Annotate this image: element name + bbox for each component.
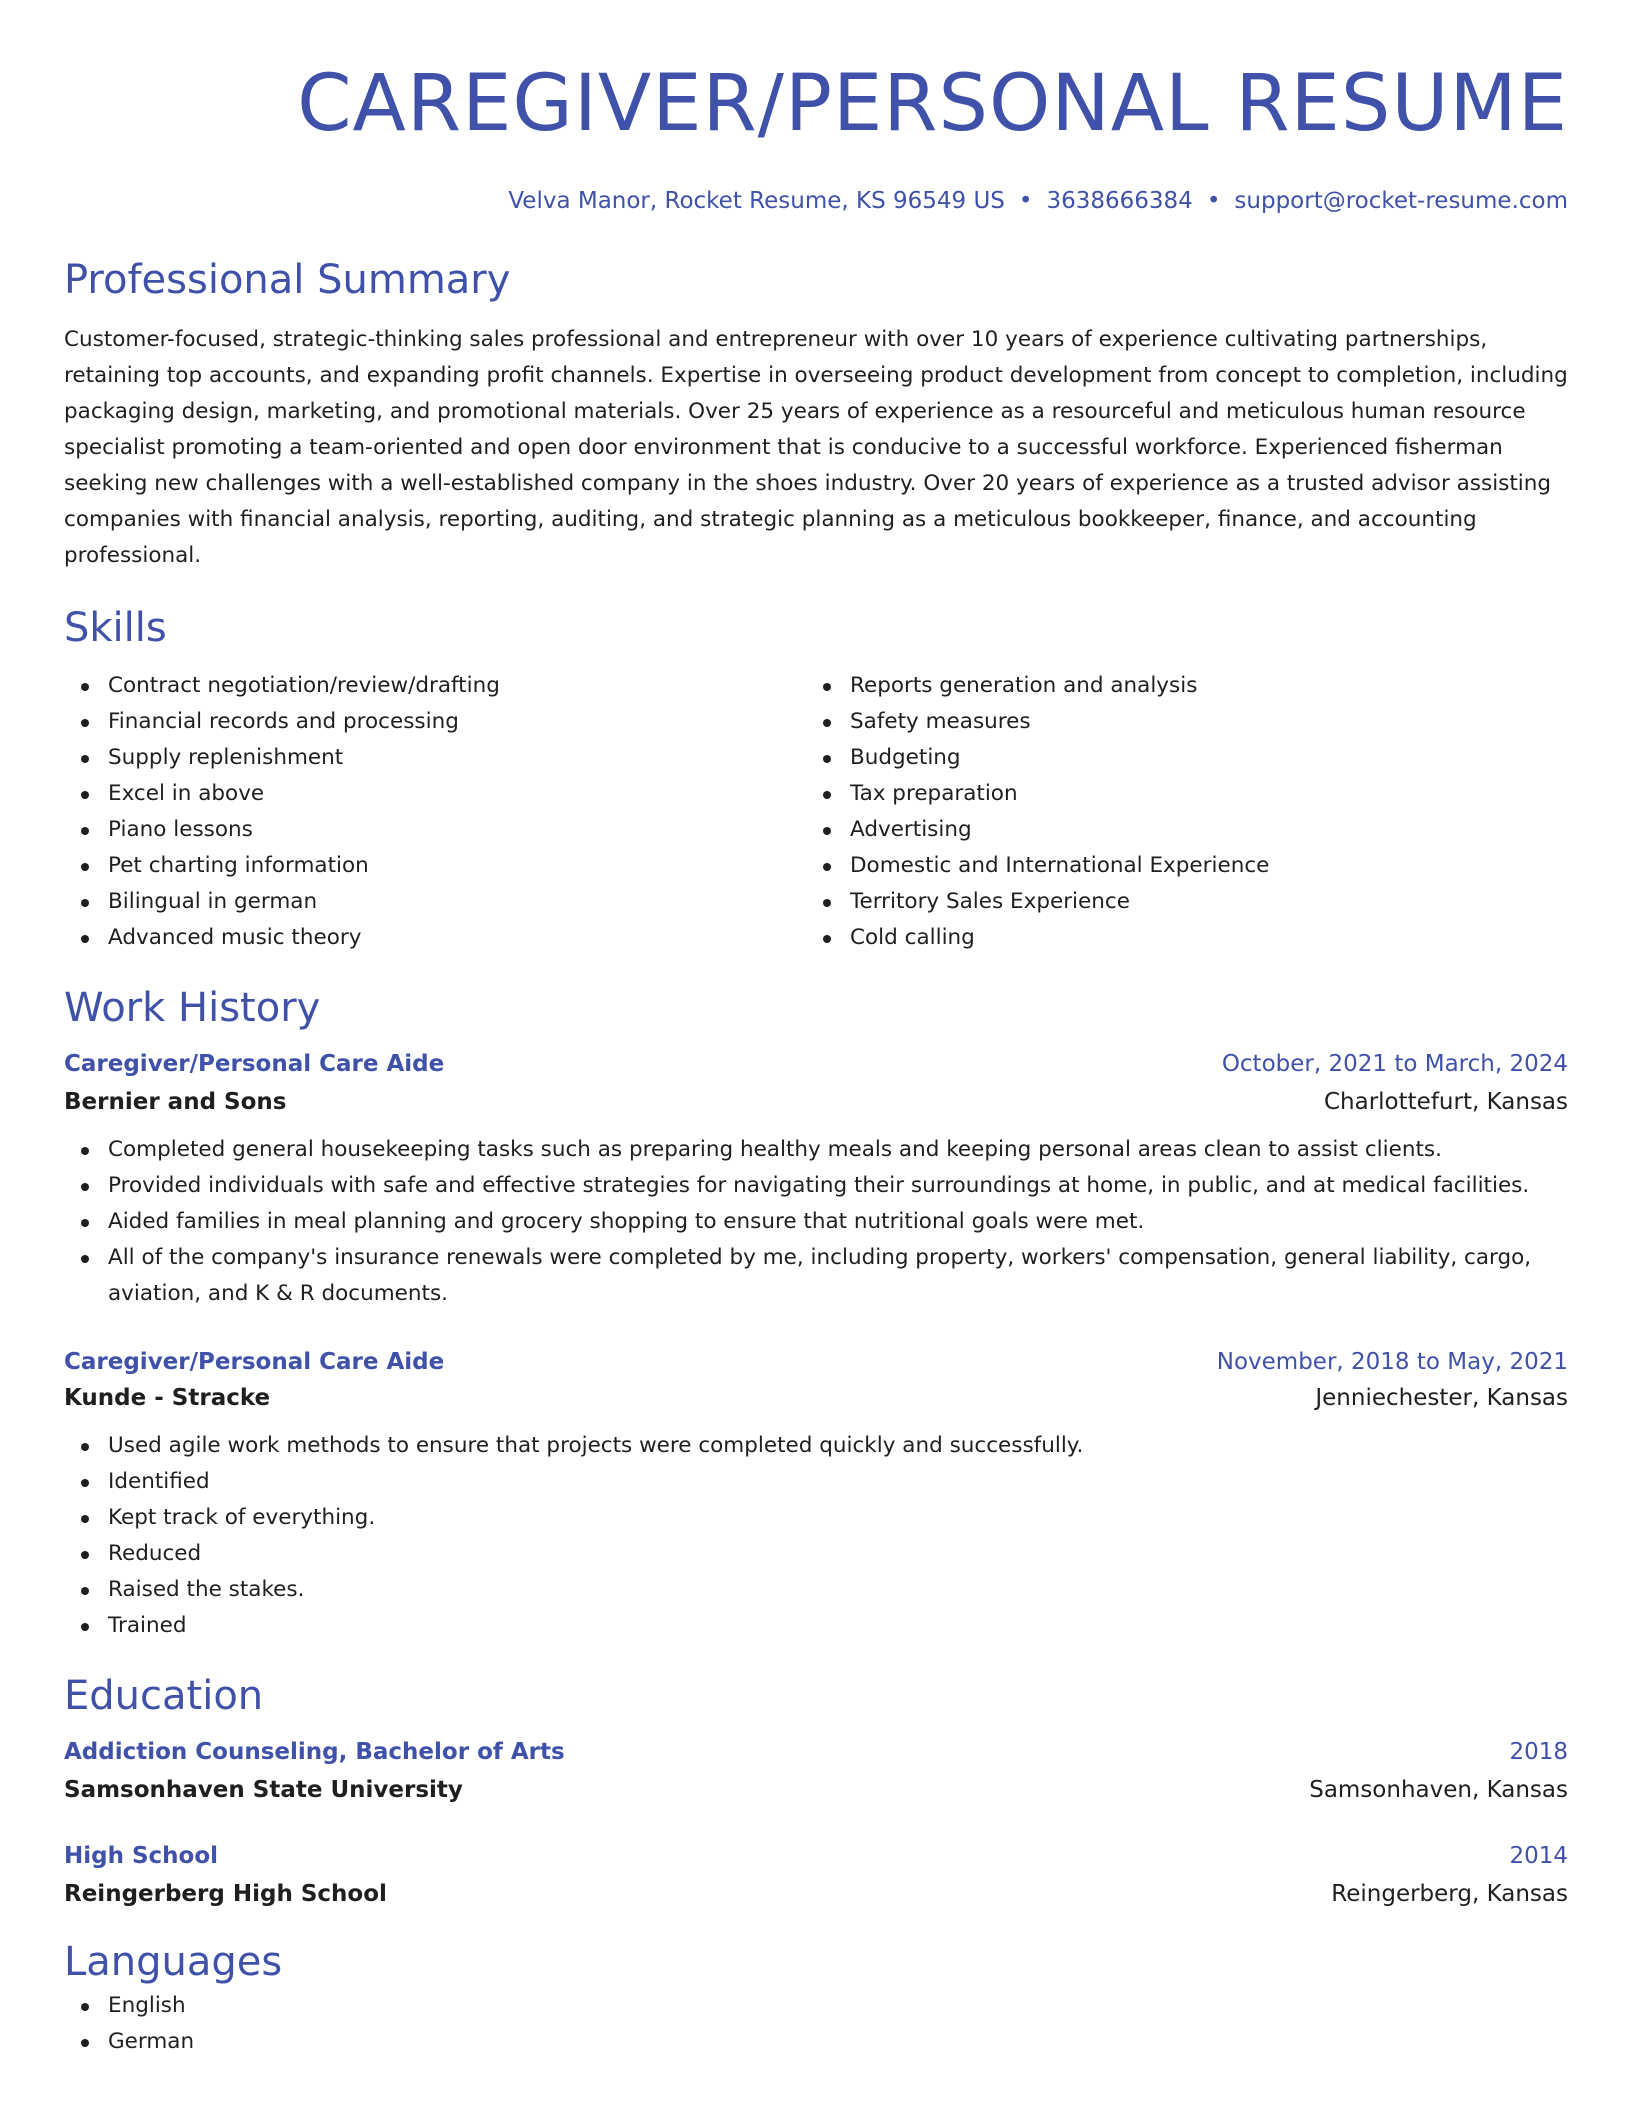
skill-item: Financial records and processing <box>64 704 806 740</box>
skills-heading: Skills <box>64 605 167 651</box>
job-location: Jenniechester, Kansas <box>1315 1385 1568 1411</box>
skill-item: Territory Sales Experience <box>806 884 1548 920</box>
job-subheader <box>64 1382 1568 1414</box>
job-entry <box>64 1346 1568 1644</box>
job-title: Caregiver/Personal Care Aide <box>64 1349 445 1375</box>
languages-list <box>64 1988 1568 2060</box>
education-heading: Education <box>64 1673 264 1719</box>
contact-separator: • <box>1206 188 1221 214</box>
education-location: Samsonhaven, Kansas <box>1309 1777 1568 1803</box>
skill-item: Supply replenishment <box>64 740 806 776</box>
summary-heading: Professional Summary <box>64 257 511 303</box>
resume-header <box>64 56 1568 216</box>
work-history-heading: Work History <box>64 985 321 1031</box>
contact-email: support@rocket-resume.com <box>1234 188 1568 214</box>
resume-name: CAREGIVER/PERSONAL RESUME <box>297 59 1568 149</box>
education-entry <box>64 1840 1568 1910</box>
job-subheader <box>64 1086 1568 1118</box>
job-duty: Used agile work methods to ensure that projects were completed quickly and successfully. <box>64 1428 1568 1464</box>
job-location: Charlottefurt, Kansas <box>1323 1089 1568 1115</box>
job-duty: Provided individuals with safe and effective strategies for navigating their surroundings at home, in public, and at medical facilities. <box>64 1168 1568 1204</box>
job-duty: Trained <box>64 1608 1568 1644</box>
skills-list <box>64 668 1568 956</box>
skill-item: Pet charting information <box>64 848 806 884</box>
job-duties <box>64 1132 1568 1312</box>
skills-column-left <box>64 668 806 956</box>
skill-item: Contract negotiation/review/drafting <box>64 668 806 704</box>
skill-item: Bilingual in german <box>64 884 806 920</box>
education-school: Samsonhaven State University <box>64 1777 463 1803</box>
job-duty: Completed general housekeeping tasks such as preparing healthy meals and keeping personal areas clean to assist clients. <box>64 1132 1568 1168</box>
skill-item: Advertising <box>806 812 1548 848</box>
job-entry <box>64 1048 1568 1312</box>
skill-item: Budgeting <box>806 740 1548 776</box>
skill-item: Safety measures <box>806 704 1548 740</box>
job-duty: All of the company's insurance renewals were completed by me, including property, workers' compensation, general liability, cargo, aviation, and K & R documents. <box>64 1240 1568 1312</box>
skill-item: Cold calling <box>806 920 1548 956</box>
skills-column-right <box>806 668 1548 956</box>
education-degree: Addiction Counseling, Bachelor of Arts <box>64 1739 565 1765</box>
job-duty: Raised the stakes. <box>64 1572 1568 1608</box>
skill-item: Excel in above <box>64 776 806 812</box>
job-duty: Kept track of everything. <box>64 1500 1568 1536</box>
languages-heading: Languages <box>64 1939 283 1985</box>
education-entry <box>64 1736 1568 1806</box>
summary-text: Customer-focused, strategic-thinking sales professional and entrepreneur with over 10 years of experience cultivating partnerships, retaining top accounts, and expanding profit channels. Expertise in overseeing product development from concept to completion, including packaging design, marketing, and promotional materials. Over 25 years of experience as a resourceful and meticulous human resource specialist promoting a team-oriented and open door environment that is conducive to a successful workforce. Experienced fisherman seeking new challenges with a well-established company in the shoes industry. Over 20 years of experience as a trusted advisor assisting companies with financial analysis, reporting, auditing, and strategic planning as a meticulous bookkeeper, finance, and accounting professional. <box>64 327 1568 568</box>
job-duties <box>64 1428 1568 1644</box>
language-item: German <box>64 2024 1568 2060</box>
job-dates: October, 2021 to March, 2024 <box>1221 1051 1568 1077</box>
skill-item: Advanced music theory <box>64 920 806 956</box>
job-duty: Aided families in meal planning and grocery shopping to ensure that nutritional goals were met. <box>64 1204 1568 1240</box>
skill-item: Piano lessons <box>64 812 806 848</box>
contact-separator: • <box>1018 188 1033 214</box>
education-degree: High School <box>64 1843 219 1869</box>
skill-item: Domestic and International Experience <box>806 848 1548 884</box>
contact-address: Velva Manor, Rocket Resume, KS 96549 US <box>508 188 1005 214</box>
job-company: Bernier and Sons <box>64 1089 287 1115</box>
job-dates: November, 2018 to May, 2021 <box>1216 1349 1568 1375</box>
education-subheader <box>64 1774 1568 1806</box>
education-school: Reingerberg High School <box>64 1881 387 1907</box>
education-header <box>64 1840 1568 1872</box>
job-duty: Reduced <box>64 1536 1568 1572</box>
contact-phone: 3638666384 <box>1046 188 1193 214</box>
job-company: Kunde - Stracke <box>64 1385 271 1411</box>
job-header <box>64 1048 1568 1080</box>
contact-line <box>64 186 1568 216</box>
language-item: English <box>64 1988 1568 2024</box>
job-title: Caregiver/Personal Care Aide <box>64 1051 445 1077</box>
education-year: 2018 <box>1509 1739 1568 1765</box>
skill-item: Reports generation and analysis <box>806 668 1548 704</box>
education-year: 2014 <box>1509 1843 1568 1869</box>
job-header <box>64 1346 1568 1378</box>
skill-item: Tax preparation <box>806 776 1548 812</box>
education-subheader <box>64 1878 1568 1910</box>
education-header <box>64 1736 1568 1768</box>
education-location: Reingerberg, Kansas <box>1331 1881 1568 1907</box>
job-duty: Identified <box>64 1464 1568 1500</box>
